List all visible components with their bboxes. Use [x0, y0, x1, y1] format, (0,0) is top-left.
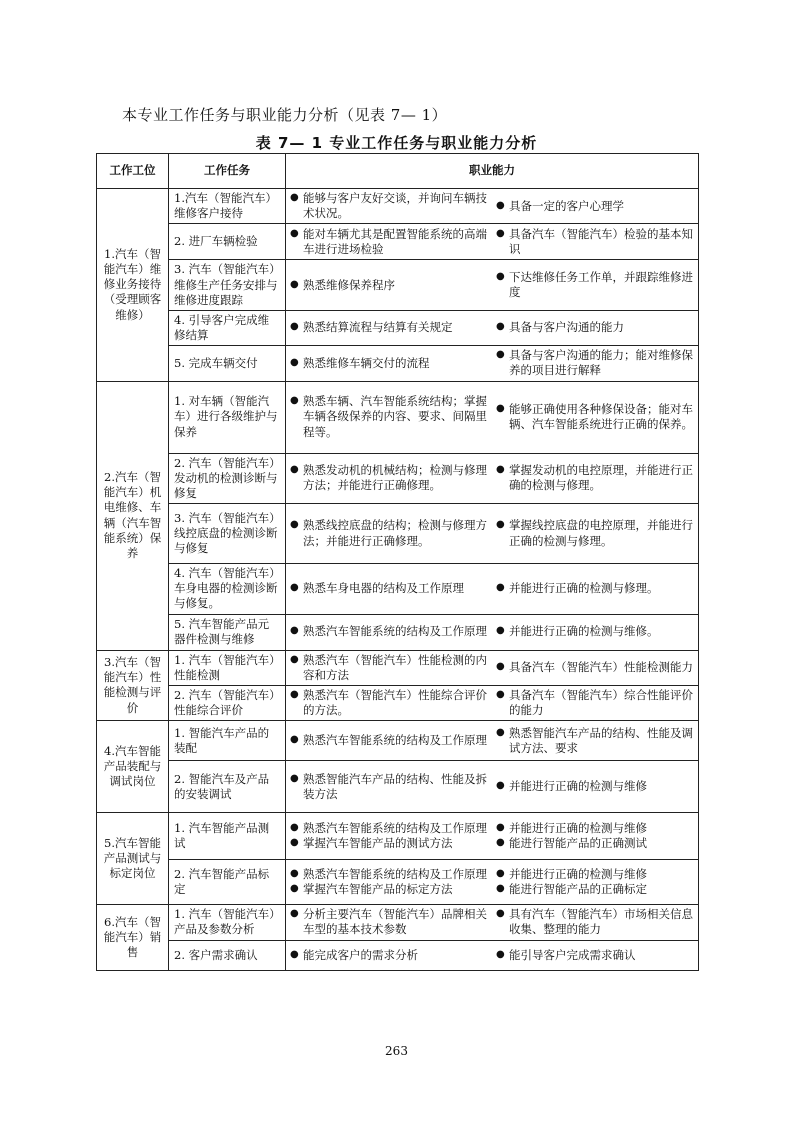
right-ability-item: ● 并能进行正确的检测与维修 — [496, 779, 694, 794]
table-row — [97, 189, 699, 224]
task-cell: 2. 进厂车辆检验 — [169, 224, 286, 260]
right-ability-item: ● 具备与客户沟通的能力 — [496, 320, 694, 335]
right-ability-column — [496, 348, 694, 378]
task-cell: 1. 汽车智能产品测试 — [169, 813, 286, 860]
right-ability-item: ● 并能进行正确的检测与维修 — [496, 821, 694, 836]
right-ability-column — [496, 518, 694, 548]
left-ability-item: ● 掌握汽车智能产品的标定方法 — [290, 882, 488, 897]
table-row — [97, 614, 699, 650]
ability-cell — [286, 453, 699, 504]
post-cell: 4.汽车智能产品装配与调试岗位 — [97, 721, 169, 813]
left-ability-column — [290, 518, 488, 548]
task-cell: 2. 智能汽车及产品的安装调试 — [169, 761, 286, 813]
left-ability-item: ● 熟悉线控底盘的结构；检测与修理方法；并能进行正确修理。 — [290, 518, 488, 548]
ability-cell — [286, 650, 699, 685]
right-ability-column — [496, 624, 694, 639]
left-ability-column — [290, 191, 488, 221]
task-cell: 2. 汽车（智能汽车）性能综合评价 — [169, 685, 286, 720]
table-header-row — [97, 154, 699, 189]
task-cell: 3. 汽车（智能汽车）维修生产任务安排与维修进度跟踪 — [169, 260, 286, 311]
right-ability-column — [496, 821, 694, 851]
post-cell: 2.汽车（智能汽车）机电维修、车辆（汽车智能系统）保养 — [97, 381, 169, 650]
header-post: 工作工位 — [97, 154, 169, 189]
right-ability-item: ● 具备汽车（智能汽车）性能检测能力 — [496, 660, 694, 675]
left-ability-item: ● 熟悉维修车辆交付的流程 — [290, 356, 488, 371]
task-cell: 2. 客户需求确认 — [169, 940, 286, 970]
task-cell: 1. 对车辆（智能汽车）进行各级维护与保养 — [169, 381, 286, 453]
left-ability-column — [290, 394, 488, 440]
left-ability-column — [290, 227, 488, 257]
left-ability-item: ● 分析主要汽车（智能汽车）品牌相关车型的基本技术参数 — [290, 907, 488, 937]
right-ability-item: ● 能够正确使用各种修保设备；能对车辆、汽车智能系统进行正确的保养。 — [496, 402, 694, 432]
table-row — [97, 310, 699, 345]
left-ability-item: ● 熟悉汽车（智能汽车）性能检测的内容和方法 — [290, 653, 488, 683]
right-ability-item: ● 具备与客户沟通的能力；能对维修保养的项目进行解释 — [496, 348, 694, 378]
left-ability-item: ● 掌握汽车智能产品的测试方法 — [290, 836, 488, 851]
task-cell: 3. 汽车（智能汽车）线控底盘的检测诊断与修复 — [169, 504, 286, 564]
post-cell: 3.汽车（智能汽车）性能检测与评价 — [97, 650, 169, 721]
left-ability-column — [290, 624, 488, 639]
table-row — [97, 453, 699, 504]
task-cell: 5. 汽车智能产品元器件检测与维修 — [169, 614, 286, 650]
table-row — [97, 761, 699, 813]
table-row — [97, 721, 699, 761]
table-row — [97, 224, 699, 260]
left-ability-column — [290, 821, 488, 851]
right-ability-item: ● 并能进行正确的检测与维修 — [496, 867, 694, 882]
right-ability-item: ● 熟悉智能汽车产品的结构、性能及调试方法、要求 — [496, 726, 694, 756]
ability-cell — [286, 381, 699, 453]
right-ability-column — [496, 867, 694, 897]
right-ability-item: ● 具有汽车（智能汽车）市场相关信息收集、整理的能力 — [496, 907, 694, 937]
right-ability-column — [496, 199, 694, 214]
post-cell: 1.汽车（智能汽车）维修业务接待（受理顾客维修） — [97, 189, 169, 382]
left-ability-item: ● 熟悉汽车智能系统的结构及工作原理 — [290, 821, 488, 836]
left-ability-column — [290, 581, 488, 596]
left-ability-column — [290, 733, 488, 748]
right-ability-column — [496, 948, 694, 963]
table-row — [97, 564, 699, 615]
left-ability-item: ● 熟悉结算流程与结算有关规定 — [290, 320, 488, 335]
left-ability-item: ● 能对车辆尤其是配置智能系统的高端车进行进场检验 — [290, 227, 488, 257]
right-ability-item: ● 掌握发动机的电控原理，并能进行正确的检测与修理。 — [496, 463, 694, 493]
left-ability-column — [290, 948, 488, 963]
task-cell: 2. 汽车智能产品标定 — [169, 860, 286, 905]
ability-cell — [286, 310, 699, 345]
left-ability-item: ● 熟悉汽车智能系统的结构及工作原理 — [290, 624, 488, 639]
right-ability-column — [496, 463, 694, 493]
left-ability-column — [290, 907, 488, 937]
task-cell: 4. 引导客户完成维修结算 — [169, 310, 286, 345]
right-ability-item: ● 掌握线控底盘的电控原理，并能进行正确的检测与修理。 — [496, 518, 694, 548]
task-cell: 1. 汽车（智能汽车）产品及参数分析 — [169, 905, 286, 940]
left-ability-column — [290, 772, 488, 802]
right-ability-item: ● 下达维修任务工作单，并跟踪维修进度 — [496, 270, 694, 300]
page-number: 263 — [385, 1044, 408, 1058]
table-row — [97, 860, 699, 905]
table-row — [97, 381, 699, 453]
right-ability-column — [496, 688, 694, 718]
ability-cell — [286, 346, 699, 381]
header-task: 工作任务 — [169, 154, 286, 189]
table-row — [97, 905, 699, 940]
left-ability-column — [290, 320, 488, 335]
left-ability-item: ● 熟悉汽车智能系统的结构及工作原理 — [290, 867, 488, 882]
ability-cell — [286, 564, 699, 615]
ability-cell — [286, 224, 699, 260]
table-row — [97, 940, 699, 970]
post-cell: 6.汽车（智能汽车）销售 — [97, 905, 169, 970]
post-cell: 5.汽车智能产品测试与标定岗位 — [97, 813, 169, 905]
right-ability-column — [496, 320, 694, 335]
right-ability-item: ● 并能进行正确的检测与维修。 — [496, 624, 694, 639]
right-ability-item: ● 具备一定的客户心理学 — [496, 199, 694, 214]
right-ability-item: ● 并能进行正确的检测与修理。 — [496, 581, 694, 596]
ability-cell — [286, 614, 699, 650]
table-row — [97, 813, 699, 860]
task-cell: 1. 智能汽车产品的装配 — [169, 721, 286, 761]
left-ability-item: ● 熟悉汽车智能系统的结构及工作原理 — [290, 733, 488, 748]
task-cell: 5. 完成车辆交付 — [169, 346, 286, 381]
task-cell: 1.汽车（智能汽车）维修客户接待 — [169, 189, 286, 224]
ability-cell — [286, 905, 699, 940]
ability-cell — [286, 721, 699, 761]
table-row — [97, 504, 699, 564]
right-ability-column — [496, 907, 694, 937]
right-ability-item: ● 能进行智能产品的正确测试 — [496, 836, 694, 851]
right-ability-item: ● 具备汽车（智能汽车）检验的基本知识 — [496, 227, 694, 257]
ability-cell — [286, 189, 699, 224]
table-row — [97, 346, 699, 381]
right-ability-item: ● 具备汽车（智能汽车）综合性能评价的能力 — [496, 688, 694, 718]
left-ability-item: ● 熟悉维修保养程序 — [290, 278, 488, 293]
left-ability-item: ● 熟悉车辆、汽车智能系统结构；掌握车辆各级保养的内容、要求、间隔里程等。 — [290, 394, 488, 440]
ability-cell — [286, 940, 699, 970]
table-row — [97, 650, 699, 685]
right-ability-column — [496, 270, 694, 300]
left-ability-column — [290, 688, 488, 718]
table-row — [97, 260, 699, 311]
intro-text: 本专业工作任务与职业能力分析（见表 7— 1） — [122, 106, 448, 124]
right-ability-column — [496, 660, 694, 675]
right-ability-column — [496, 402, 694, 432]
ability-cell — [286, 260, 699, 311]
ability-cell — [286, 761, 699, 813]
table-body — [97, 189, 699, 971]
ability-cell — [286, 685, 699, 720]
table-row — [97, 685, 699, 720]
task-cell: 1. 汽车（智能汽车）性能检测 — [169, 650, 286, 685]
ability-cell — [286, 504, 699, 564]
right-ability-item: ● 能进行智能产品的正确标定 — [496, 882, 694, 897]
left-ability-column — [290, 278, 488, 293]
left-ability-column — [290, 653, 488, 683]
task-cell: 2. 汽车（智能汽车）发动机的检测诊断与修复 — [169, 453, 286, 504]
right-ability-item: ● 能引导客户完成需求确认 — [496, 948, 694, 963]
left-ability-column — [290, 463, 488, 493]
ability-table — [96, 153, 699, 971]
table-caption: 表 7— 1 专业工作任务与职业能力分析 — [255, 134, 538, 152]
left-ability-item: ● 熟悉智能汽车产品的结构、性能及拆装方法 — [290, 772, 488, 802]
left-ability-item: ● 熟悉汽车（智能汽车）性能综合评价的方法。 — [290, 688, 488, 718]
right-ability-column — [496, 726, 694, 756]
right-ability-column — [496, 227, 694, 257]
left-ability-item: ● 能完成客户的需求分析 — [290, 948, 488, 963]
right-ability-column — [496, 581, 694, 596]
left-ability-item: ● 熟悉发动机的机械结构；检测与修理方法；并能进行正确修理。 — [290, 463, 488, 493]
left-ability-item: ● 熟悉车身电器的结构及工作原理 — [290, 581, 488, 596]
right-ability-column — [496, 779, 694, 794]
left-ability-column — [290, 356, 488, 371]
task-cell: 4. 汽车（智能汽车）车身电器的检测诊断与修复。 — [169, 564, 286, 615]
header-ability: 职业能力 — [286, 154, 699, 189]
ability-cell — [286, 860, 699, 905]
ability-cell — [286, 813, 699, 860]
left-ability-column — [290, 867, 488, 897]
left-ability-item: ● 能够与客户友好交谈，并询问车辆技术状况。 — [290, 191, 488, 221]
